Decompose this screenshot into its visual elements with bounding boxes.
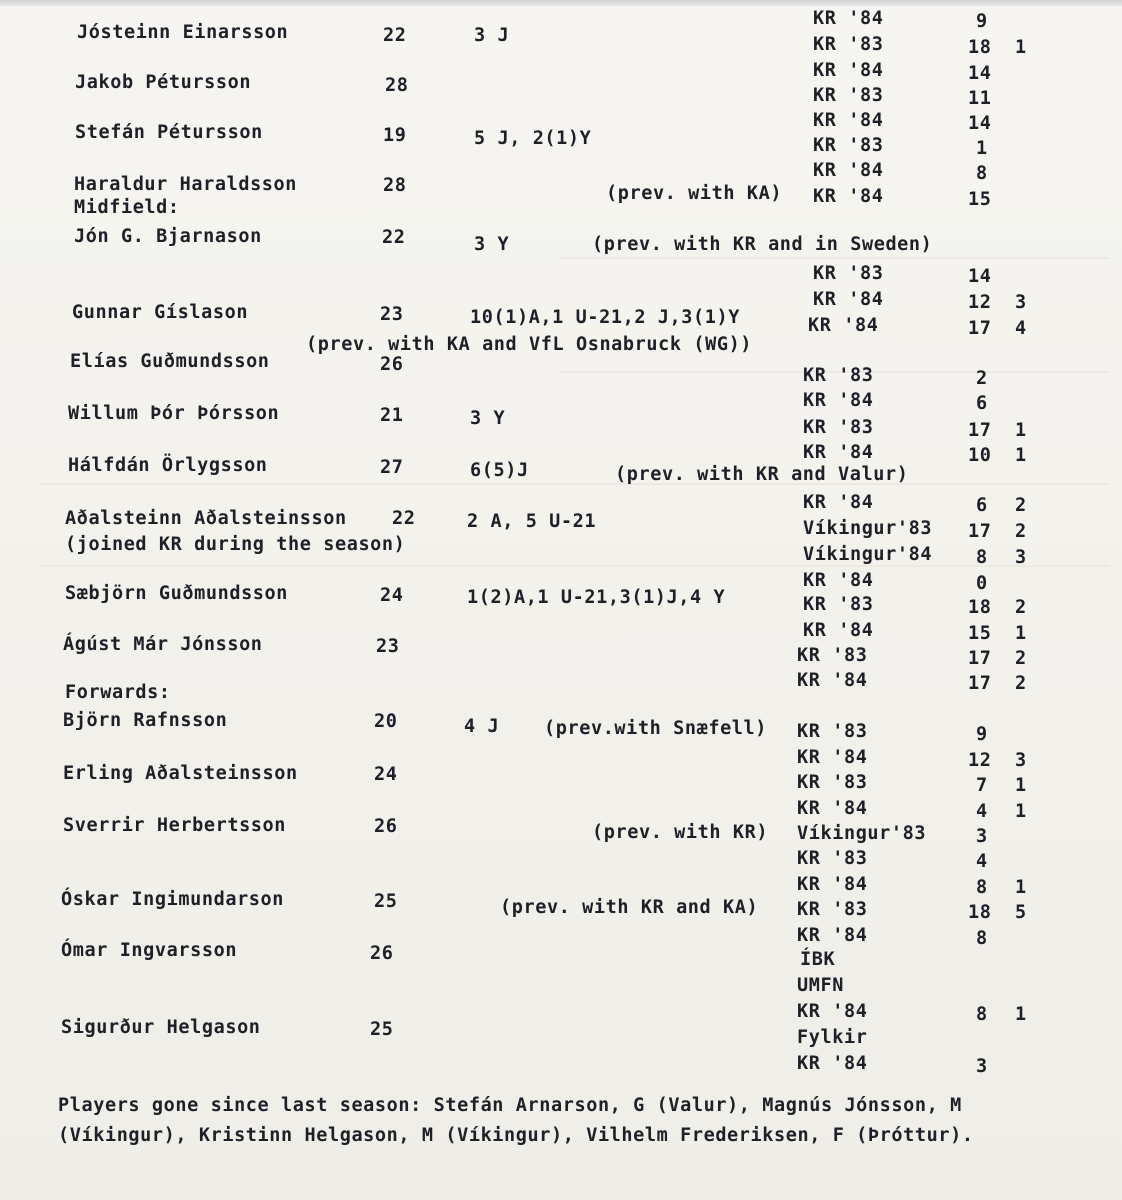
player-note: (prev. with KA and VfL Osnabruck (WG)) (306, 334, 753, 355)
player-name: Elías Guðmundsson (70, 351, 270, 372)
club-season: ÍBK (800, 949, 836, 970)
player-age: 26 (374, 816, 398, 837)
player-name: Jakob Pétursson (75, 72, 252, 93)
club-season: KR '84 (797, 925, 868, 946)
player-caps: 3 Y (470, 408, 506, 429)
player-caps: 3 J (474, 25, 510, 46)
club-season: Fylkir (797, 1027, 868, 1048)
club-season: KR '84 (803, 390, 874, 411)
club-season: KR '84 (803, 570, 874, 591)
player-name: Willum Þór Þórsson (68, 403, 280, 424)
games-played: 1 (976, 138, 988, 159)
player-age: 26 (380, 354, 404, 375)
player-note: (prev. with KR and KA) (500, 897, 759, 918)
club-season: KR '84 (803, 442, 874, 463)
games-played: 8 (976, 877, 988, 898)
players-gone-line-1: Players gone since last season: Stefán Arnarson, G (Valur), Magnús Jónsson, M (58, 1095, 962, 1116)
player-name: Sigurður Helgason (61, 1017, 261, 1038)
club-season: KR '84 (797, 670, 868, 691)
goals-scored: 1 (1015, 420, 1027, 441)
games-played: 0 (976, 573, 988, 594)
club-season: KR '84 (813, 110, 884, 131)
club-season: KR '84 (803, 620, 874, 641)
player-name: Sæbjörn Guðmundsson (65, 583, 289, 604)
player-age: 24 (380, 585, 404, 606)
games-played: 11 (968, 88, 992, 109)
player-age: 25 (374, 891, 398, 912)
goals-scored: 1 (1015, 1004, 1027, 1025)
player-age: 27 (380, 457, 404, 478)
player-name: Björn Rafnsson (63, 710, 228, 731)
player-name: Jón G. Bjarnason (74, 226, 262, 247)
games-played: 17 (968, 648, 992, 669)
games-played: 8 (976, 547, 988, 568)
player-name: Óskar Ingimundarson (61, 889, 285, 910)
games-played: 8 (976, 928, 988, 949)
club-season: KR '84 (797, 1001, 868, 1022)
club-season: Víkingur'83 (803, 518, 933, 539)
games-played: 17 (968, 420, 992, 441)
games-played: 6 (976, 393, 988, 414)
player-note: (prev.with Snæfell) (544, 718, 768, 739)
player-age: 22 (392, 508, 416, 529)
player-caps: 4 J (464, 716, 500, 737)
club-season: UMFN (797, 975, 844, 996)
games-played: 7 (976, 775, 988, 796)
games-played: 12 (968, 750, 992, 771)
section-heading: Forwards: (65, 682, 171, 703)
player-age: 23 (376, 636, 400, 657)
games-played: 17 (968, 521, 992, 542)
games-played: 3 (976, 826, 988, 847)
club-season: KR '84 (813, 186, 884, 207)
goals-scored: 1 (1015, 801, 1027, 822)
player-age: 28 (383, 175, 407, 196)
games-played: 3 (976, 1056, 988, 1077)
club-season: KR '83 (813, 34, 884, 55)
club-season: KR '83 (797, 848, 868, 869)
player-caps: 6(5)J (470, 460, 529, 481)
games-played: 9 (976, 724, 988, 745)
goals-scored: 3 (1015, 292, 1027, 313)
games-played: 2 (976, 368, 988, 389)
club-season: KR '84 (813, 289, 884, 310)
games-played: 12 (968, 292, 992, 313)
goals-scored: 1 (1015, 775, 1027, 796)
player-age: 22 (382, 227, 406, 248)
games-played: 17 (968, 673, 992, 694)
player-note: (prev. with KR and Valur) (615, 464, 909, 485)
club-season: KR '83 (797, 772, 868, 793)
player-age: 19 (383, 125, 407, 146)
club-season: Víkingur'84 (803, 544, 933, 565)
games-played: 14 (968, 266, 992, 287)
club-season: KR '83 (813, 85, 884, 106)
club-season: KR '83 (797, 899, 868, 920)
goals-scored: 1 (1015, 37, 1027, 58)
player-caps: 2 A, 5 U-21 (467, 511, 597, 532)
player-age: 28 (385, 75, 409, 96)
goals-scored: 1 (1015, 623, 1027, 644)
player-name: Hálfdán Örlygsson (68, 455, 268, 476)
goals-scored: 3 (1015, 547, 1027, 568)
club-season: KR '83 (813, 135, 884, 156)
player-caps: 1(2)A,1 U-21,3(1)J,4 Y (467, 587, 726, 608)
player-note: (joined KR during the season) (65, 534, 406, 555)
club-season: KR '83 (797, 721, 868, 742)
goals-scored: 1 (1015, 445, 1027, 466)
club-season: KR '83 (797, 645, 868, 666)
club-season: KR '84 (797, 798, 868, 819)
games-played: 8 (976, 1004, 988, 1025)
games-played: 14 (968, 63, 992, 84)
goals-scored: 1 (1015, 877, 1027, 898)
goals-scored: 4 (1015, 318, 1027, 339)
player-note: (prev. with KR and in Sweden) (592, 234, 933, 255)
games-played: 4 (976, 801, 988, 822)
games-played: 18 (968, 902, 992, 923)
player-name: Haraldur Haraldsson (74, 174, 298, 195)
games-played: 6 (976, 495, 988, 516)
club-season: KR '83 (813, 263, 884, 284)
player-age: 24 (374, 764, 398, 785)
games-played: 4 (976, 851, 988, 872)
player-caps: 10(1)A,1 U-21,2 J,3(1)Y (470, 307, 740, 328)
goals-scored: 2 (1015, 597, 1027, 618)
club-season: KR '84 (808, 315, 879, 336)
goals-scored: 2 (1015, 648, 1027, 669)
goals-scored: 2 (1015, 521, 1027, 542)
games-played: 18 (968, 37, 992, 58)
games-played: 15 (968, 623, 992, 644)
club-season: KR '84 (797, 874, 868, 895)
goals-scored: 2 (1015, 673, 1027, 694)
player-age: 23 (380, 304, 404, 325)
player-name: Gunnar Gíslason (72, 302, 249, 323)
player-name: Aðalsteinn Aðalsteinsson (65, 508, 347, 529)
player-note: (prev. with KA) (606, 183, 783, 204)
player-name: Erling Aðalsteinsson (63, 763, 298, 784)
player-name: Jósteinn Einarsson (77, 22, 289, 43)
games-played: 14 (968, 113, 992, 134)
goals-scored: 5 (1015, 902, 1027, 923)
games-played: 15 (968, 189, 992, 210)
club-season: KR '84 (797, 747, 868, 768)
player-name: Ágúst Már Jónsson (63, 634, 263, 655)
player-name: Sverrir Herbertsson (63, 815, 287, 836)
club-season: KR '83 (803, 594, 874, 615)
club-season: KR '84 (813, 160, 884, 181)
club-season: KR '84 (813, 60, 884, 81)
goals-scored: 2 (1015, 495, 1027, 516)
games-played: 8 (976, 163, 988, 184)
player-caps: 3 Y (474, 234, 510, 255)
games-played: 18 (968, 597, 992, 618)
club-season: KR '84 (813, 8, 884, 29)
player-note: (prev. with KR) (592, 822, 769, 843)
player-age: 20 (374, 711, 398, 732)
player-name: Ómar Ingvarsson (61, 940, 238, 961)
club-season: Víkingur'83 (797, 823, 927, 844)
goals-scored: 3 (1015, 750, 1027, 771)
games-played: 10 (968, 445, 992, 466)
club-season: KR '83 (803, 365, 874, 386)
games-played: 17 (968, 318, 992, 339)
player-name: Stefán Pétursson (75, 122, 263, 143)
player-age: 21 (380, 405, 404, 426)
player-age: 26 (370, 943, 394, 964)
section-heading: Midfield: (74, 197, 180, 218)
club-season: KR '83 (803, 417, 874, 438)
player-age: 22 (383, 25, 407, 46)
club-season: KR '84 (797, 1053, 868, 1074)
players-gone-line-2: (Víkingur), Kristinn Helgason, M (Víkingur), Vilhelm Frederiksen, F (Þróttur). (58, 1125, 974, 1146)
player-age: 25 (370, 1019, 394, 1040)
club-season: KR '84 (803, 492, 874, 513)
player-caps: 5 J, 2(1)Y (474, 128, 592, 149)
games-played: 9 (976, 11, 988, 32)
